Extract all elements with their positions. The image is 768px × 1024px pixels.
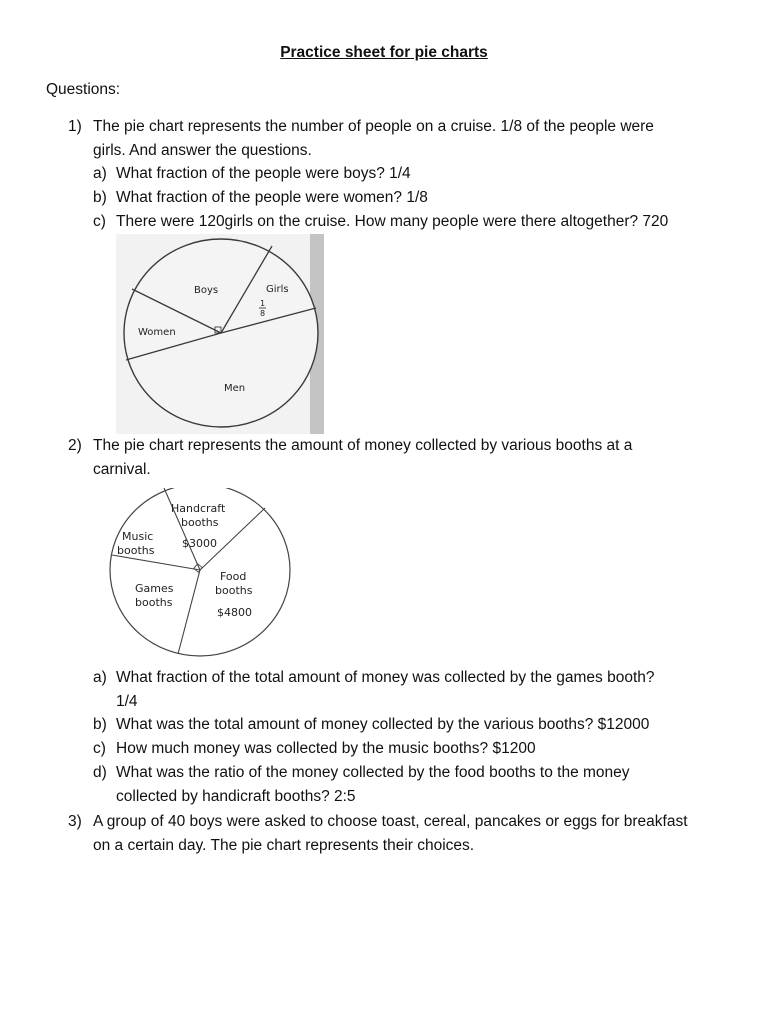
q2d-text2: collected by handicraft booths? 2:5 — [116, 788, 356, 805]
label-girls: Girls — [266, 284, 289, 295]
page-title: Practice sheet for pie charts — [280, 44, 488, 61]
carnival-pie-chart — [104, 488, 300, 664]
label-girls-fraction-den: 8 — [260, 309, 266, 318]
q2-text-line1: The pie chart represents the amount of money collected by various booths at a — [93, 437, 633, 454]
label-boys: Boys — [194, 285, 219, 296]
label-girls-fraction-num: 1 — [260, 299, 266, 308]
q2-text-line2: carnival. — [93, 461, 151, 478]
label-food-2: booths — [215, 584, 253, 597]
label-handcraft-value: $3000 — [182, 537, 217, 550]
q2a-letter: a) — [93, 669, 107, 686]
q1-text-line1: The pie chart represents the number of people on a cruise. 1/8 of the people were — [93, 118, 654, 135]
q3-number: 3) — [68, 813, 82, 830]
label-men: Men — [224, 383, 246, 394]
q1b-text: What fraction of the people were women? 1/8 — [116, 189, 428, 206]
questions-heading: Questions: — [46, 81, 121, 98]
q1c-text: There were 120girls on the cruise. How many people were there altogether? 720 — [116, 213, 669, 230]
q2b-letter: b) — [93, 716, 107, 733]
label-handcraft-1: Handcraft — [171, 502, 226, 515]
label-handcraft-2: booths — [181, 516, 219, 529]
label-music-1: Music — [122, 530, 154, 543]
label-music-2: booths — [117, 544, 155, 557]
q2b-text: What was the total amount of money collected by the various booths? $12000 — [116, 716, 650, 733]
label-games-2: booths — [135, 596, 173, 609]
q2c-text: How much money was collected by the music booths? $1200 — [116, 740, 536, 757]
q2d-text: What was the ratio of the money collected by the food booths to the money — [116, 764, 630, 781]
q1a-text: What fraction of the people were boys? 1/4 — [116, 165, 411, 182]
label-food-1: Food — [220, 570, 247, 583]
q2-number: 2) — [68, 437, 82, 454]
label-food-value: $4800 — [217, 606, 252, 619]
q2d-letter: d) — [93, 764, 107, 781]
q2c-letter: c) — [93, 740, 106, 757]
q1-number: 1) — [68, 118, 82, 135]
q3-text-line1: A group of 40 boys were asked to choose toast, cereal, pancakes or eggs for breakfast — [93, 813, 688, 830]
q1a-letter: a) — [93, 165, 107, 182]
q1c-letter: c) — [93, 213, 106, 230]
label-games-1: Games — [135, 582, 174, 595]
q1-text-line2: girls. And answer the questions. — [93, 142, 312, 159]
q2a-text: What fraction of the total amount of money was collected by the games booth? — [116, 669, 655, 686]
cruise-pie-chart — [116, 234, 324, 434]
q1b-letter: b) — [93, 189, 107, 206]
q2a-text2: 1/4 — [116, 693, 138, 710]
q3-text-line2: on a certain day. The pie chart represents their choices. — [93, 837, 475, 854]
label-women: Women — [138, 327, 176, 338]
